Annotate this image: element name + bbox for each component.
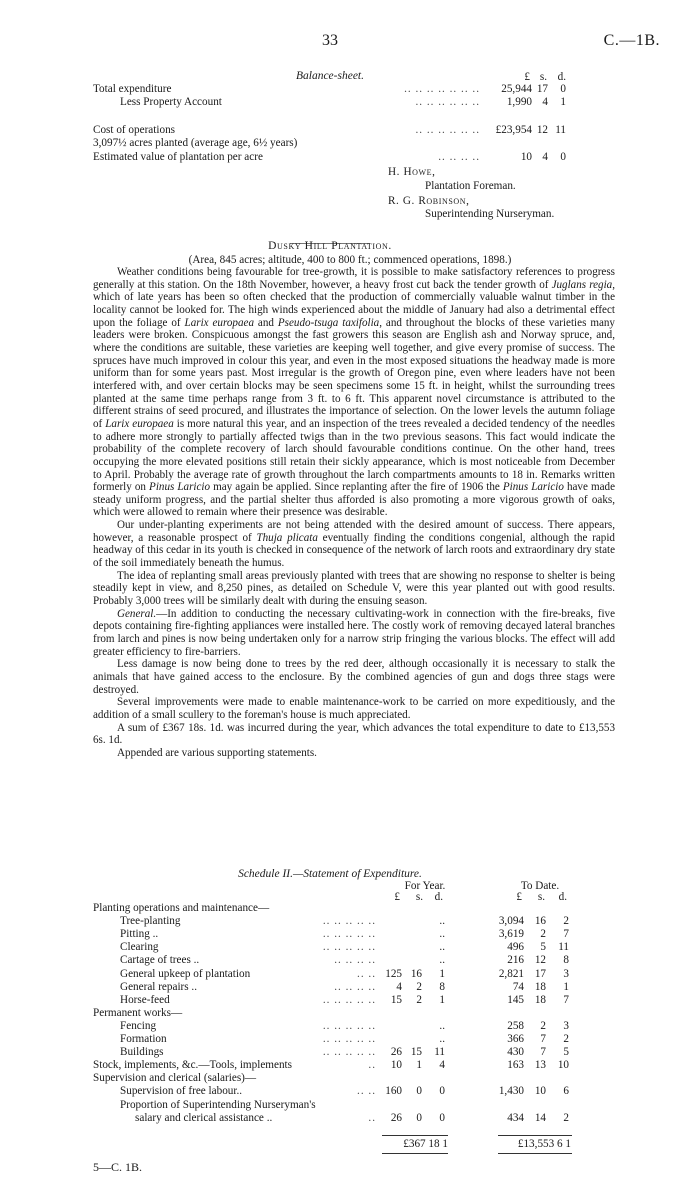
row-label: Cost of operations [93,124,176,136]
total-rule-date [498,1135,572,1136]
for-year-pence: 4 [439,1059,445,1071]
balance-sheet-row [0,151,700,163]
to-date-pence: 5 [563,1046,569,1058]
signature-name: R. G. Robinson, [388,195,470,207]
schedule-row [0,1085,700,1097]
schedule-row [0,954,700,966]
for-year-pounds: 26 [390,1112,402,1124]
col-header-fy-pence: d. [434,891,443,903]
schedule-row [0,941,700,953]
for-year-pounds: 160 [385,1085,402,1097]
to-date-pence: 7 [563,994,569,1006]
balance-sheet-title: Balance-sheet. [295,70,364,82]
schedule-row [0,1020,700,1032]
to-date-shillings: 7 [540,1046,546,1058]
for-year-pence: .. [439,1020,445,1032]
row-label: Permanent works— [93,1007,183,1019]
leader-dots: .. .. .. .. .. [322,941,376,953]
for-year-pounds: 125 [385,968,402,980]
paragraph: A sum of £367 18s. 1d. was incurred during the year, which advances the total expenditure to date to £13,553 6s. 1d. [93,721,615,747]
total-rule-year [382,1135,448,1136]
schedule-row [0,968,700,980]
for-year-shillings: 15 [410,1046,422,1058]
col-header-shillings: s. [539,71,547,83]
to-date-pounds: 366 [507,1033,524,1045]
for-year-shillings: 1 [416,1059,422,1071]
schedule-row [0,1099,700,1111]
section-title: Dusky Hill Plantation. [268,240,392,252]
to-date-pounds: 496 [507,941,524,953]
balance-sheet-row [0,83,700,95]
row-label: Estimated value of plantation per acre [93,151,263,163]
double-rule-date [498,1153,572,1154]
leader-dots: .. .. .. .. .. [322,1033,376,1045]
to-date-pence: 6 [563,1085,569,1097]
balance-sheet-column-headers [0,71,700,83]
schedule-row [0,928,700,940]
leader-dots: .. [368,1112,376,1124]
to-date-pence: 10 [557,1059,569,1071]
balance-sheet-row [0,124,700,136]
row-label: Tree-planting [120,915,181,927]
leader-dots: .. .. .. .. .. .. [415,124,480,136]
schedule-row [0,1112,700,1124]
to-date-shillings: 10 [534,1085,546,1097]
col-header-pounds: £ [524,71,530,83]
row-label: Stock, implements, &c.—Tools, implements [93,1059,293,1071]
row-label: Planting operations and maintenance— [93,902,270,914]
balance-sheet-row [0,96,700,108]
for-year-pence: 1 [439,968,445,980]
leader-dots: .. .. .. .. .. [322,1020,376,1032]
to-date-pence: 1 [563,981,569,993]
to-date-pounds: 74 [512,981,524,993]
schedule-row [0,1007,700,1019]
to-date-shillings: 16 [534,915,546,927]
amount-pounds: 1,990 [506,96,532,108]
paragraph: Less damage is now being done to trees by the red deer, although occasionally it is necessary to stalk the animals that have gained access to the enclosure. By the combined agencies of gun and dogs three stags were destroyed. [93,658,615,696]
to-date-pounds: 430 [507,1046,524,1058]
to-date-shillings: 2 [540,1020,546,1032]
to-date-shillings: 17 [534,968,546,980]
to-date-pounds: 434 [507,1112,524,1124]
amount-pence: 0 [560,83,566,95]
schedule-row [0,915,700,927]
amount-shillings: 4 [542,151,548,163]
to-date-pounds: 145 [507,994,524,1006]
leader-dots: .. .. .. .. [438,151,480,163]
schedule-row [0,1046,700,1058]
for-year-pence: 0 [439,1085,445,1097]
leader-dots: .. .. .. .. .. .. .. [404,83,480,95]
for-year-pence: .. [439,941,445,953]
row-label: Buildings [120,1046,164,1058]
amount-pence: 11 [555,124,566,136]
row-label: Formation [120,1033,167,1045]
for-year-pence: .. [439,954,445,966]
amount-pence: 0 [560,151,566,163]
col-header-fy-pounds: £ [394,891,400,903]
to-date-pounds: 216 [507,954,524,966]
for-year-pence: 1 [439,994,445,1006]
amount-pounds: £23,954 [495,124,532,136]
row-label: General upkeep of plantation [120,968,251,980]
to-date-pounds: 258 [507,1020,524,1032]
balance-sheet-row [0,137,700,149]
row-label: Clearing [120,941,159,953]
amount-shillings: 4 [542,96,548,108]
col-header-td-pence: d. [558,891,567,903]
row-label: Horse-feed [120,994,170,1006]
schedule-row [0,981,700,993]
for-year-pence: 11 [434,1046,445,1058]
to-date-shillings: 18 [534,994,546,1006]
row-label: General repairs .. [120,981,198,993]
to-date-shillings: 5 [540,941,546,953]
paragraph: Our under-planting experiments are not being attended with the desired amount of success. There appears, however, a reasonable prospect of Thuja plicata eventually finding the conditions congenial, although the rapid headway of this cedar in its youth is checked in consequence of the network of larch roots and extraordinary dry state of the soil immediately beneath the humus. [93,519,615,570]
row-label: Supervision and clerical (salaries)— [93,1072,257,1084]
schedule-row [0,1033,700,1045]
to-date-shillings: 14 [534,1112,546,1124]
leader-dots: .. .. .. .. .. [322,915,376,927]
to-date-pence: 3 [563,968,569,980]
for-year-pence: .. [439,1033,445,1045]
row-label: Less Property Account [120,96,222,108]
for-year-pounds: 15 [390,994,402,1006]
col-header-to-date: To Date. [520,880,560,892]
leader-dots: .. .. .. .. [334,981,376,993]
to-date-shillings: 12 [534,954,546,966]
paragraph: General.—In addition to conducting the necessary cultivating-work in connection with the fire-breaks, five depots containing fire-fighting appliances were installed here. The costly work of removing decayed lateral branches from larch and pines is now being undertaken only for a narrow strip fringing the various blocks. The effect will add greater efficiency to fire-barriers. [93,607,615,658]
amount-pounds: 10 [520,151,532,163]
row-label: Fencing [120,1020,157,1032]
for-year-pence: .. [439,915,445,927]
amount-shillings: 17 [536,83,548,95]
to-date-pence: 2 [563,915,569,927]
schedule-title: Schedule II.—Statement of Expenditure. [238,868,422,880]
to-date-pence: 8 [563,954,569,966]
schedule-row [0,1072,700,1084]
body-text [93,266,615,760]
to-date-pence: 3 [563,1020,569,1032]
for-year-pence: 8 [439,981,445,993]
schedule-row [0,994,700,1006]
for-year-shillings: 0 [416,1112,422,1124]
row-label: Cartage of trees .. [120,954,200,966]
col-header-td-shillings: s. [537,891,545,903]
to-date-pounds: 3,094 [498,915,524,927]
paragraph: Appended are various supporting statements. [117,746,317,759]
row-label: 3,097½ acres planted (average age, 6½ years) [93,137,298,149]
leader-dots: .. .. .. .. .. [322,1046,376,1058]
to-date-pence: 2 [563,1033,569,1045]
paragraph: Several improvements were made to enable maintenance-work to be carried on more expeditiously, and the addition of a small scullery to the foreman's house is much appreciated. [93,696,615,721]
for-year-pence: 0 [439,1112,445,1124]
amount-pounds: 25,944 [501,83,532,95]
col-header-pence: d. [557,71,566,83]
to-date-pence: 7 [563,928,569,940]
row-label: Pitting .. [120,928,159,940]
row-label: salary and clerical assistance .. [135,1112,273,1124]
footer-sheet-ref: 5—C. 1B. [93,1160,143,1174]
to-date-pounds: 1,430 [498,1085,524,1097]
total-to-date: £13,553 6 1 [517,1138,571,1150]
to-date-pounds: 3,619 [498,928,524,940]
schedule-row [0,902,700,914]
to-date-pounds: 163 [507,1059,524,1071]
for-year-pence: .. [439,928,445,940]
row-label: Total expenditure [93,83,172,95]
leader-dots: .. .. .. .. [334,954,376,966]
to-date-shillings: 2 [540,928,546,940]
document-reference: C.—1B. [603,32,660,49]
amount-pence: 1 [560,96,566,108]
for-year-pounds: 4 [396,981,402,993]
leader-dots: .. .. .. .. .. [322,928,376,940]
double-rule-year [382,1153,448,1154]
leader-dots: .. .. .. .. .. [322,994,376,1006]
to-date-shillings: 13 [534,1059,546,1071]
schedule-row [0,1059,700,1071]
for-year-pounds: 26 [390,1046,402,1058]
for-year-shillings: 0 [416,1085,422,1097]
row-label: Supervision of free labour.. [120,1085,243,1097]
paragraph: The idea of replanting small areas previously planted with trees that are showing no response to shelter is being steadily kept in view, and 8,250 pines, as detailed on Schedule V, were this year planted out with good results. Probably 3,000 trees will be similarly dealt with during the ensuing season. [93,569,615,608]
leader-dots: .. .. [357,1085,376,1097]
leader-dots: .. [368,1059,376,1071]
to-date-pounds: 2,821 [498,968,524,980]
amount-shillings: 12 [536,124,548,136]
page-number: 33 [322,32,338,49]
total-for-year: £367 18 1 [403,1138,448,1150]
to-date-shillings: 7 [540,1033,546,1045]
to-date-shillings: 18 [534,981,546,993]
signature-name: H. Howe, [388,166,436,178]
signature-title: Superintending Nurseryman. [425,208,555,220]
col-header-for-year: For Year. [404,880,446,892]
for-year-shillings: 16 [410,968,422,980]
section-subtitle: (Area, 845 acres; altitude, 400 to 800 ft.; commenced operations, 1898.) [188,254,512,266]
col-header-fy-shillings: s. [415,891,423,903]
leader-dots: .. .. [357,968,376,980]
for-year-pounds: 10 [390,1059,402,1071]
row-label: Proportion of Superintending Nurseryman's [120,1099,316,1111]
paragraph: Weather conditions being favourable for tree-growth, it is possible to make satisfactory references to progress generally at this station. On the 18th November, however, a heavy frost cut back the tender growth of Juglans regia, which of late years has been so often checked that the production of commercially valuable walnut timber in the locality cannot be looked for. The high winds experienced about the middle of January had also a detrimental effect upon the foliage of Larix europaea and Pseudo-tsuga taxifolia, and throughout the blocks of these varieties many leaders were broken. Conspicuous amongst the fast growers this season are English ash and Norway spruce, and, where the conditions are suitable, these varieties are keeping well together, and give every promise of success. The spruces have much improved in colour this year, and even in the most exposed situations the headway made is more uniform than for some years past. Most irregular is the growth of Oregon pine, even where leaders have not been interfered with, and over certain blocks may be seen specimens some 15 ft. in height, whilst the surrounding trees planted at the same time perhaps range from 3 ft. to 6 ft. This apparent novel circumstance is attributed to the different strains of seed procured, and illustrates the importance of selection. On the lower levels the autumn foliage of Larix europaea is more natural this year, and an inspection of the trees revealed a decided tendency of the needles to adhere more strongly to partially affected twigs than in the two previous seasons. This fact would indicate the probability of the complete recovery of larch should favourable conditions continue. On the other hand, trees occupying the more elevated positions still retain their sickly appearance, which is most noticeable from December to April. Probably the average rate of growth throughout the larch compartments amounts to 18 in. Remarks written formerly on Pinus Laricio may again be applied. Since replanting after the fire of 1906 the Pinus Laricio have made steady uniform progress, and the partial shelter thus afforded is also promoting a more vigorous growth of oaks, which were allowed to remain where their presence was desirable. [93,266,615,519]
to-date-pence: 2 [563,1112,569,1124]
col-header-td-pounds: £ [516,891,522,903]
for-year-shillings: 2 [416,994,422,1006]
leader-dots: .. .. .. .. .. .. [415,96,480,108]
signature-title: Plantation Foreman. [425,180,516,192]
for-year-shillings: 2 [416,981,422,993]
schedule-column-headers [0,880,700,904]
to-date-pence: 11 [558,941,569,953]
